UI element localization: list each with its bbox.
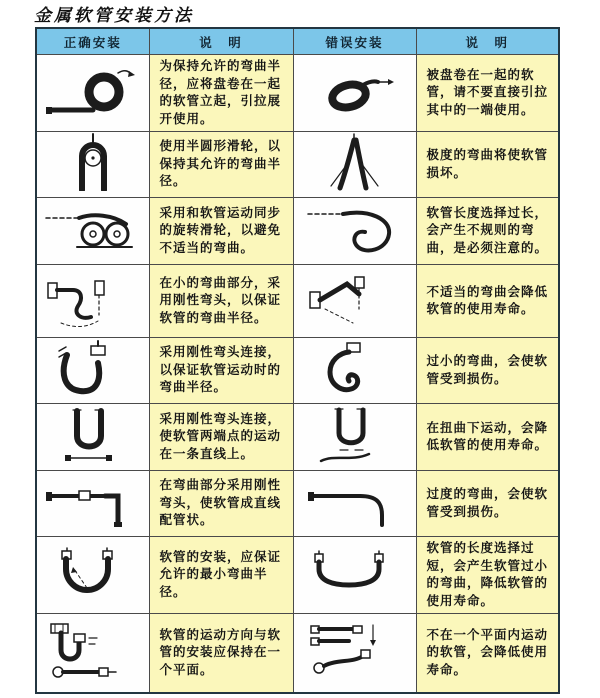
wrong-install-cell xyxy=(293,198,416,265)
table-row xyxy=(36,537,559,614)
correct-desc-text: 软管的运动方向与软管的安装应保持在一个平面。 xyxy=(159,627,282,677)
inline-u-motion-icon xyxy=(43,406,143,464)
correct-desc-text: 使用半圆形滑轮，以保持其允许的弯曲半径。 xyxy=(159,139,282,189)
correct-desc-text: 采用刚性弯头连接，使软管两端点的运动在一条直线上。 xyxy=(159,411,282,461)
correct-desc-cell xyxy=(149,614,293,693)
wrong-desc-text: 过小的弯曲，会使软管受到损伤。 xyxy=(426,354,549,386)
wrong-desc-cell xyxy=(416,404,559,471)
coil-end-pull-icon xyxy=(305,63,405,119)
correct-install-cell xyxy=(36,265,149,338)
header-wrong-install: 错误安装 xyxy=(293,28,416,55)
wrong-desc-text: 不在一个平面内运动的软管，会降低使用寿命。 xyxy=(426,627,549,677)
twisted-u-motion-icon xyxy=(305,406,405,464)
improper-bend-icon xyxy=(305,271,405,327)
correct-install-cell xyxy=(36,471,149,537)
header-correct-install: 正确安装 xyxy=(36,28,149,55)
correct-desc-text: 在小的弯曲部分，采用刚性弯头，以保证软管的弯曲半径。 xyxy=(159,275,282,325)
wrong-install-cell xyxy=(293,537,416,614)
wrong-desc-text: 极度的弯曲将使软管损坏。 xyxy=(426,148,549,180)
installation-methods-table xyxy=(35,27,560,694)
correct-install-cell xyxy=(36,198,149,265)
correct-install-cell xyxy=(36,132,149,198)
wrong-install-cell xyxy=(293,55,416,132)
wrong-install-cell xyxy=(293,265,416,338)
install-table-body xyxy=(36,55,559,693)
wrong-install-cell xyxy=(293,338,416,404)
table-row xyxy=(36,265,559,338)
correct-desc-cell xyxy=(149,404,293,471)
short-taut-hose-icon xyxy=(305,545,405,601)
standing-coil-unroll-icon xyxy=(43,63,143,119)
wrong-desc-text: 过度的弯曲，会使软管受到损伤。 xyxy=(426,487,549,519)
correct-desc-cell xyxy=(149,338,293,404)
wrong-install-cell xyxy=(293,404,416,471)
wrong-desc-cell xyxy=(416,55,559,132)
correct-desc-text: 采用和软管运动同步的旋转滑轮，以避免不适当的弯曲。 xyxy=(159,205,282,255)
page-title: 金属软管安装方法 xyxy=(34,6,194,26)
wrong-desc-text: 不适当的弯曲会降低软管的使用寿命。 xyxy=(426,284,549,316)
table-row xyxy=(36,132,559,198)
correct-install-cell xyxy=(36,55,149,132)
table-row xyxy=(36,338,559,404)
rigid-elbow-small-bend-icon xyxy=(43,270,143,328)
excessive-corner-bend-icon xyxy=(305,473,405,529)
overlong-loop-icon xyxy=(305,201,405,257)
wrong-desc-text: 被盘卷在一起的软管，请不要直接引拉其中的一端使用。 xyxy=(426,67,549,117)
correct-desc-text: 在弯曲部分采用刚性弯头，使软管成直线配管状。 xyxy=(159,478,282,528)
wrong-desc-text: 软管长度选择过长，会产生不规则的弯曲，是必须注意的。 xyxy=(426,205,549,255)
correct-install-cell xyxy=(36,537,149,614)
wrong-desc-text: 软管的长度选择过短，会产生软管过小的弯曲，降低软管的使用寿命。 xyxy=(426,541,549,608)
synchronized-pulleys-icon xyxy=(43,201,143,257)
header-wrong-description: 说 明 xyxy=(416,28,559,55)
correct-desc-cell xyxy=(149,537,293,614)
wrong-desc-cell xyxy=(416,471,559,537)
wrong-desc-cell xyxy=(416,198,559,265)
correct-desc-cell xyxy=(149,265,293,338)
out-of-plane-motion-icon xyxy=(305,619,405,681)
correct-desc-text: 为保持允许的弯曲半径，应将盘卷在一起的软管立起，引拉展开使用。 xyxy=(159,59,282,126)
too-small-bend-icon xyxy=(305,339,405,397)
correct-desc-cell xyxy=(149,55,293,132)
wrong-install-cell xyxy=(293,614,416,693)
wrong-install-cell xyxy=(293,471,416,537)
wrong-desc-cell xyxy=(416,265,559,338)
straight-pipe-elbow-icon xyxy=(43,473,143,529)
table-row xyxy=(36,55,559,132)
table-row xyxy=(36,404,559,471)
correct-desc-text: 软管的安装，应保证允许的最小弯曲半径。 xyxy=(159,549,282,599)
wrong-desc-cell xyxy=(416,537,559,614)
table-row xyxy=(36,198,559,265)
wrong-install-cell xyxy=(293,132,416,198)
header-correct-description: 说 明 xyxy=(149,28,293,55)
table-row xyxy=(36,614,559,693)
table-row xyxy=(36,471,559,537)
semicircular-pulley-icon xyxy=(43,133,143,191)
wrong-desc-cell xyxy=(416,614,559,693)
correct-install-cell xyxy=(36,338,149,404)
correct-install-cell xyxy=(36,404,149,471)
correct-desc-cell xyxy=(149,132,293,198)
min-bend-radius-u-icon xyxy=(43,544,143,602)
wrong-desc-cell xyxy=(416,132,559,198)
correct-desc-cell xyxy=(149,471,293,537)
wrong-desc-text: 在扭曲下运动，会降低软管的使用寿命。 xyxy=(426,420,549,452)
correct-install-cell xyxy=(36,614,149,693)
single-plane-motion-icon xyxy=(43,619,143,681)
correct-desc-cell xyxy=(149,198,293,265)
rigid-elbow-connection-icon xyxy=(43,339,143,397)
table-header-row xyxy=(36,28,559,55)
extreme-bend-icon xyxy=(305,133,405,191)
wrong-desc-cell xyxy=(416,338,559,404)
correct-desc-text: 采用刚性弯头连接，以保证软管运动时的弯曲半径。 xyxy=(159,345,282,395)
